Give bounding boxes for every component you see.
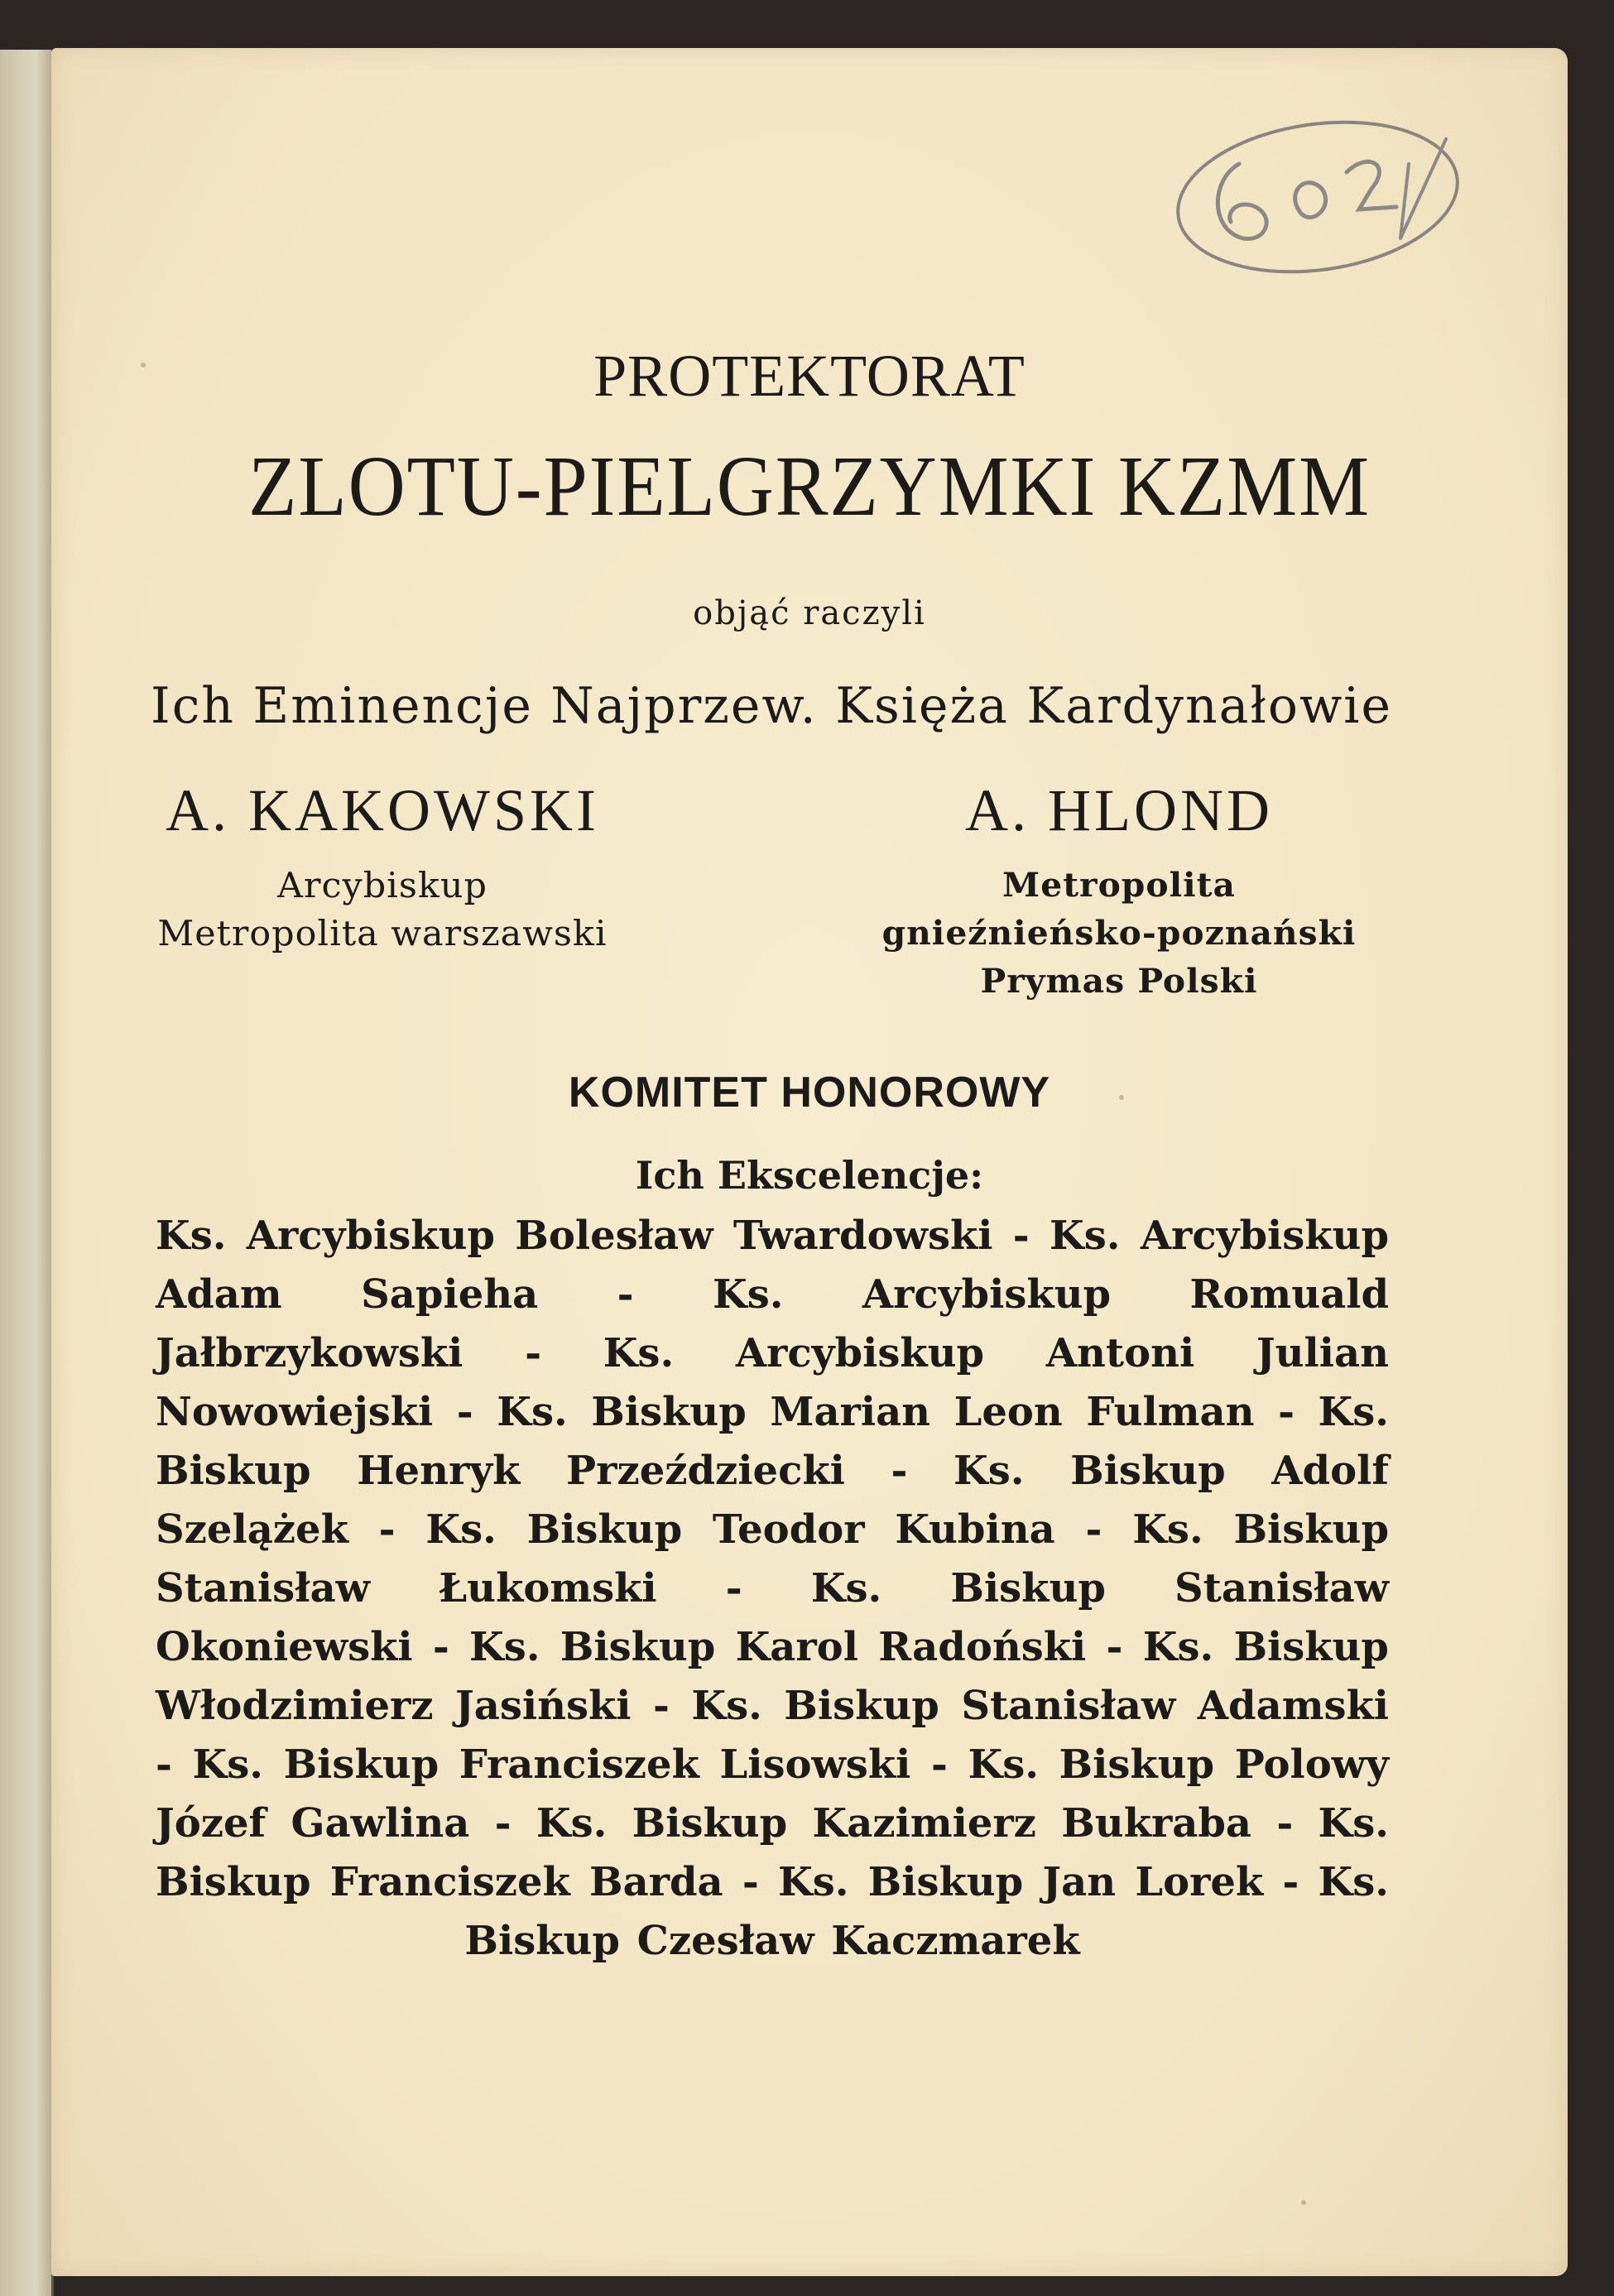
paper-spot — [1301, 2200, 1306, 2205]
paper-spot — [1119, 1095, 1124, 1100]
cardinals-intro: Ich Eminencje Najprzew. Księża Kardynałowie — [151, 677, 1392, 735]
cardinal-title-line: Metropolita warszawski — [157, 913, 608, 953]
intro-phrase: objąć raczyli — [693, 594, 926, 632]
cardinal-title-line: Metropolita — [1002, 866, 1236, 905]
protectorate-title: PROTEKTORAT — [593, 343, 1026, 409]
paper-spot — [141, 363, 146, 367]
cardinal-title-line: gnieźnieńsko-poznański — [881, 914, 1357, 953]
event-title: ZLOTU-PIELGRZYMKI KZMM — [248, 439, 1371, 534]
cardinal-kakowski — [134, 776, 631, 958]
catalog-number-text: 602 — [1160, 106, 1162, 107]
honorary-committee-subheading: Ich Ekscelencje: — [635, 1153, 984, 1198]
cardinal-name: A. HLOND — [965, 777, 1273, 843]
handwritten-catalog-mark — [1160, 106, 1492, 288]
document-page — [51, 48, 1568, 2276]
previous-page-edge — [0, 50, 54, 2296]
cardinal-hlond — [821, 776, 1417, 1006]
honorary-committee-members: Ks. Arcybiskup Bolesław Twardowski - Ks. Arcybiskup Adam Sapieha - Ks. Arcybiskup Romuald Jałbrzykowski - Ks. Arcybiskup Antoni Julian Nowowiejski - Ks. Biskup Marian Leon Fulman - Ks. Biskup Henryk Przeździecki - Ks. Biskup Adolf Szelążek - Ks. Biskup Teodor Kubina - Ks. Biskup Stanisław Łukomski - Ks. Biskup Stanisław Okoniewski - Ks. Biskup Karol Radoński - Ks. Biskup Włodzimierz Jasiński - Ks. Biskup Stanisław Adamski - Ks. Biskup Franciszek Lisowski - Ks. Biskup Polowy Józef Gawlina - Ks. Biskup Kazimierz Bukraba - Ks. Biskup Franciszek Barda - Ks. Biskup Jan Lorek - Ks. Biskup Czesław Kaczmarek — [156, 1213, 1389, 1964]
cardinal-title-line: Arcybiskup — [277, 865, 488, 905]
cardinal-title-line: Prymas Polski — [980, 962, 1258, 1001]
honorary-committee-heading: KOMITET HONOROWY — [568, 1069, 1051, 1117]
cardinal-name: A. KAKOWSKI — [166, 777, 599, 843]
